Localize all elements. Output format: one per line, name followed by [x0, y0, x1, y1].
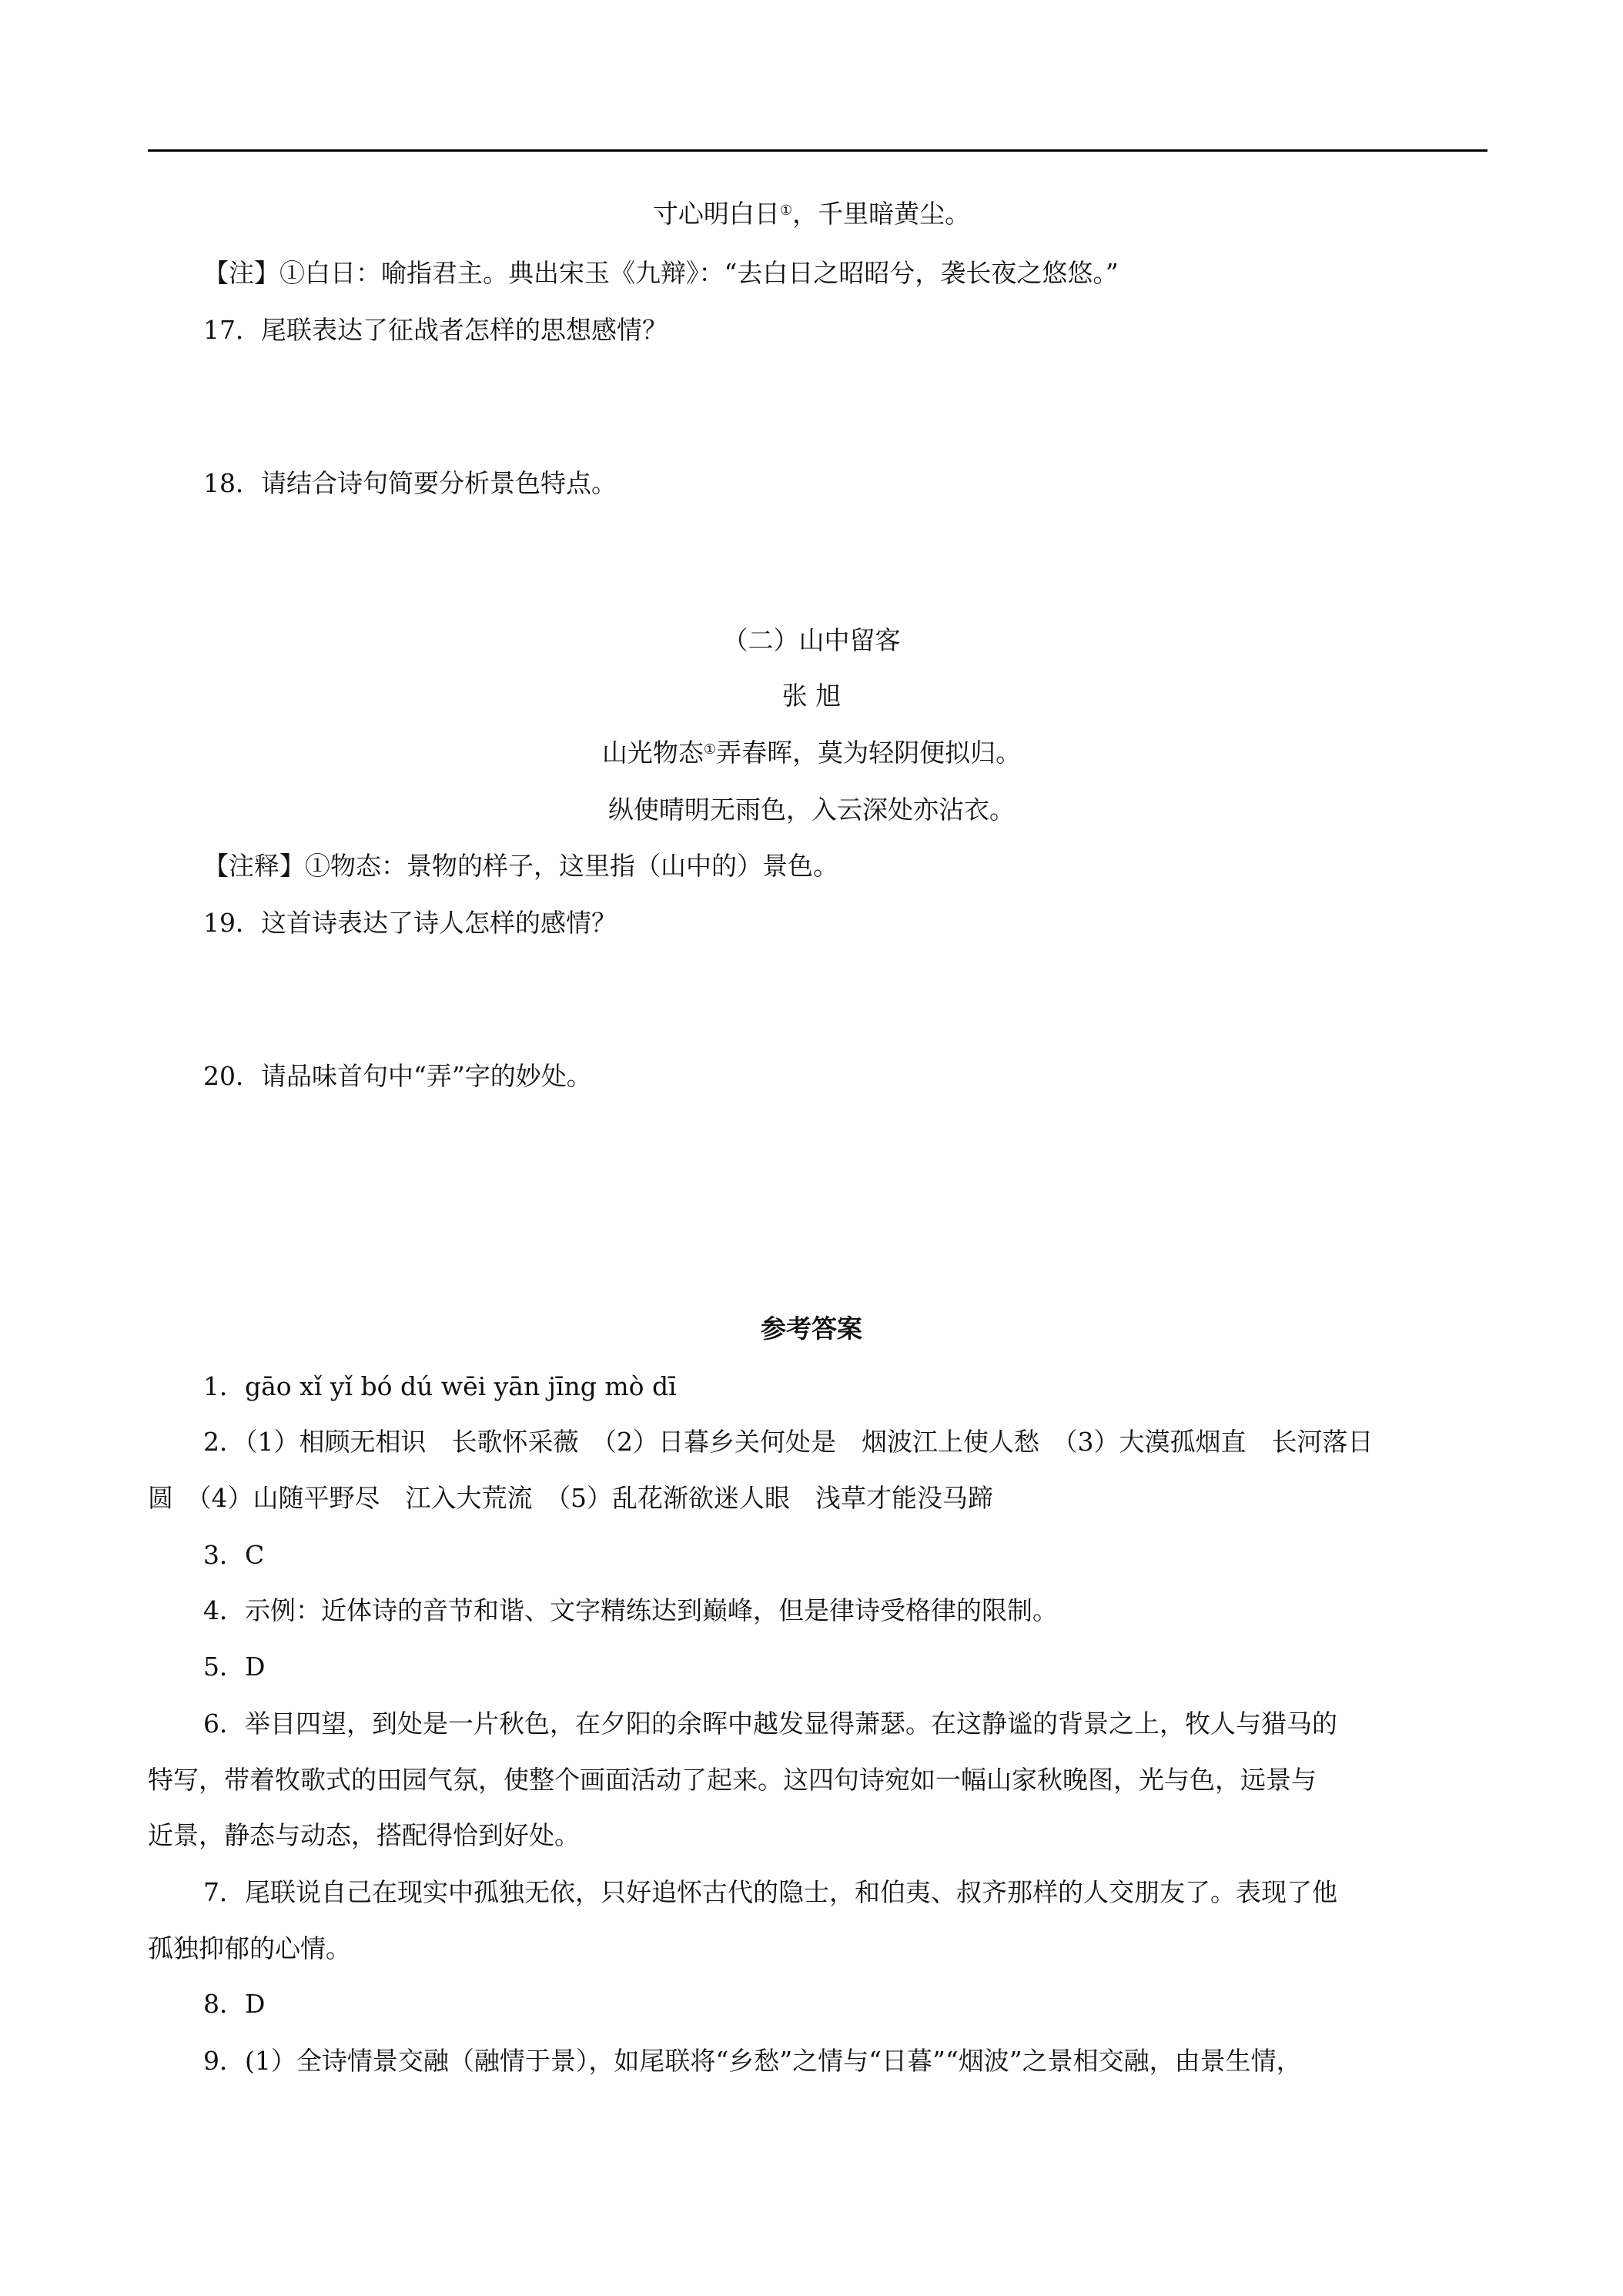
answer-8: 8．D	[203, 1989, 266, 2019]
answer-7-line-2: 孤独抑郁的心情。	[148, 1933, 351, 1963]
answer-5: 5．D	[203, 1652, 266, 1682]
question-20: 20．请品味首句中“弄”字的妙处。	[203, 1061, 592, 1091]
answer-6-line-3: 近景，静态与动态，搭配得恰到好处。	[148, 1820, 580, 1850]
footnote-marker: ①	[703, 741, 717, 758]
answer-3: 3．C	[203, 1540, 265, 1570]
footnote-marker: ①	[779, 202, 793, 219]
poem2-line-2: 纵使晴明无雨色，入云深处亦沾衣。	[608, 795, 1015, 825]
answers-heading: 参考答案	[761, 1314, 862, 1344]
poem2-line-1: 山光物态①弄春晖，莫为轻阴便拟归。	[601, 738, 1022, 768]
question-18: 18．请结合诗句简要分析景色特点。	[203, 468, 617, 498]
answer-2-line-2: 圆 （4）山随平野尽 江入大荒流 （5）乱花渐欲迷人眼 浅草才能没马蹄	[148, 1483, 993, 1513]
answer-7-line-1: 7．尾联说自己在现实中孤独无依，只好追怀古代的隐士，和伯夷、叔齐那样的人交朋友了。表现了他	[203, 1877, 1337, 1907]
poem1-closing-line: 寸心明白日①，千里暗黄尘。	[652, 199, 971, 229]
answer-6-line-1: 6．举目四望，到处是一片秋色，在夕阳的余晖中越发显得萧瑟。在这静谧的背景之上，牧人与猎马的	[203, 1709, 1337, 1739]
poem2-author: 张 旭	[781, 681, 842, 711]
header-rule	[148, 149, 1487, 152]
answer-1: 1．gāo xǐ yǐ bó dú wēi yān jīng mò dī	[203, 1371, 677, 1401]
poem2-note: 【注释】①物态：景物的样子，这里指（山中的）景色。	[203, 851, 838, 881]
question-17: 17．尾联表达了征战者怎样的思想感情？	[203, 315, 668, 345]
question-19: 19．这首诗表达了诗人怎样的感情？	[203, 908, 617, 938]
poem2-title: （二）山中留客	[722, 625, 901, 655]
answer-2-line-1: 2．（1）相顾无相识 长歌怀采薇 （2）日暮乡关何处是 烟波江上使人愁 （3）大漠孤烟直 长河落日	[203, 1427, 1374, 1457]
poem1-note: 【注】①白日：喻指君主。典出宋玉《九辩》：“去白日之昭昭兮，袭长夜之悠悠。”	[203, 258, 1119, 288]
answer-6-line-2: 特写，带着牧歌式的田园气氛，使整个画面活动了起来。这四句诗宛如一幅山家秋晚图，光与色，远景与	[148, 1765, 1317, 1795]
answer-4: 4．示例：近体诗的音节和谐、文字精练达到巅峰，但是律诗受格律的限制。	[203, 1595, 1058, 1625]
answer-9-line-1: 9．(1）全诗情景交融（融情于景），如尾联将“乡愁”之情与“日暮”“烟波”之景相交融，由景生情，	[203, 2046, 1302, 2076]
